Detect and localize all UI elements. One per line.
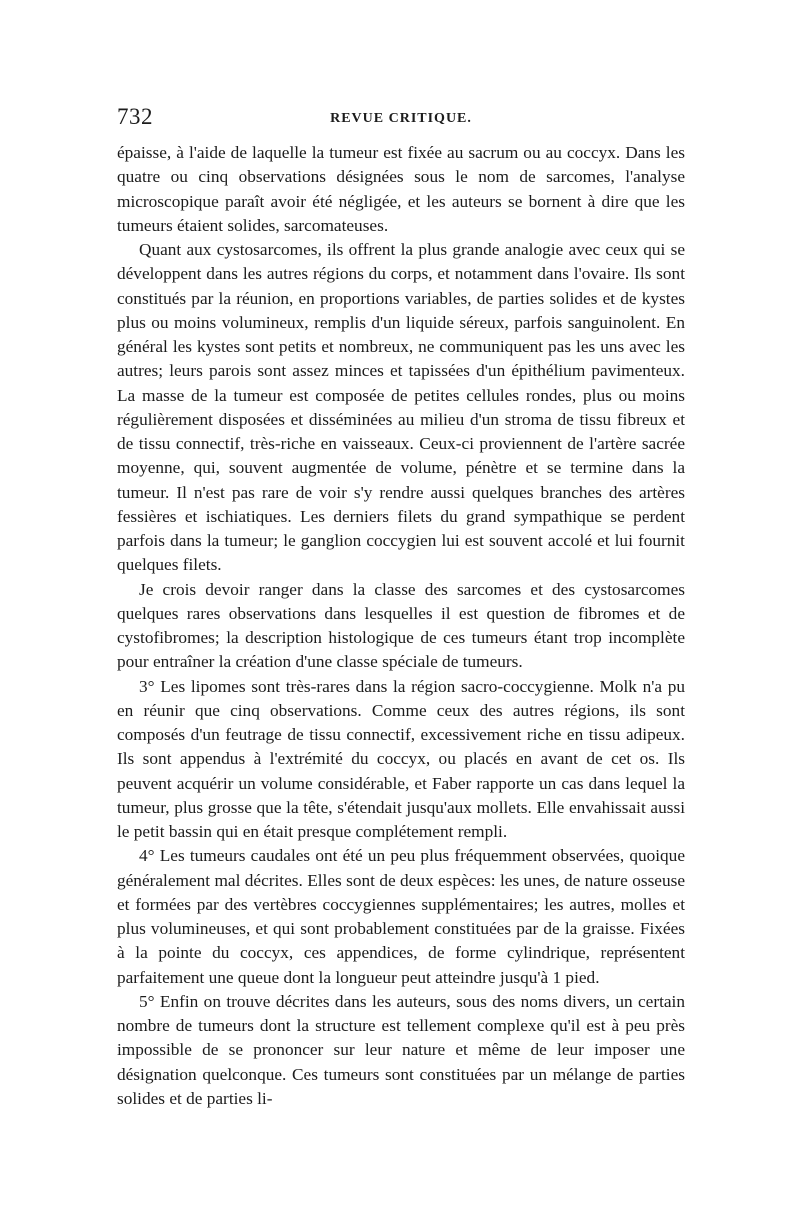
paragraph-continuation: épaisse, à l'aide de laquelle la tumeur est fixée au sacrum ou au coccyx. Dans les quatre ou cinq observations désignées sous le nom de sarcomes, l'analyse microscopique paraît avoir été négligée, et les auteurs se bornent à dire que les tumeurs étaient solides, sarcomateuses.	[117, 143, 685, 235]
paragraph-tumeurs-caudales: 4° Les tumeurs caudales ont été un peu plus fréquemment observées, quoique généralement mal décrites. Elles sont de deux espèces: les unes, de nature osseuse et formées par des vertèbres coccygiennes supplémentaires; les autres, molles et plus volumineuses, et qui sont probablement constituées par de la graisse. Fixées à la pointe du coccyx, ces appendices, de forme cylindrique, représentent parfaitement une queue dont la longueur peut atteindre jusqu'à 1 pied.	[117, 846, 685, 987]
page-number: 732	[117, 104, 153, 129]
paragraph-lipomes: 3° Les lipomes sont très-rares dans la région sacro-coccygienne. Molk n'a pu en réunir que cinq observations. Comme ceux des autres régions, ils sont composés d'un feutrage de tissu connectif, excessivement riche en tissu adipeux. Ils sont appendus à l'extrémité du coccyx, ou placés en avant de cet os. Ils peuvent acquérir un volume considérable, et Faber rapporte un cas dans lequel la tumeur, plus grosse que la tête, s'étendait jusqu'aux mollets. Elle envahissait aussi le petit bassin qui en était presque complétement rempli.	[117, 676, 685, 841]
running-title: REVUE CRITIQUE.	[330, 111, 472, 126]
page-header	[117, 104, 685, 134]
paragraph-tumeurs-complexes: 5° Enfin on trouve décrites dans les auteurs, sous des noms divers, un certain nombre de tumeurs dont la structure est tellement complexe qu'il est à peu près impossible de se prononcer sur leur nature et même de leur imposer une désignation quelconque. Ces tumeurs sont constituées par un mélange de parties solides et de parties li-	[117, 991, 685, 1108]
body-text	[117, 141, 685, 1111]
paragraph-cystosarcomes: Quant aux cystosarcomes, ils offrent la plus grande analogie avec ceux qui se développent dans les autres régions du corps, et notamment dans l'ovaire. Ils sont constitués par la réunion, en proportions variables, de parties solides et de kystes plus ou moins volumineux, remplis d'un liquide séreux, parfois sanguinolent. En général les kystes sont petits et nombreux, ne communiquent pas les uns avec les autres; leurs parois sont assez minces et tapissées d'un épithélium pavimenteux. La masse de la tumeur est composée de petites cellules rondes, plus ou moins régulièrement disposées et disséminées au milieu d'un stroma de tissu fibreux et de tissu connectif, très-riche en vaisseaux. Ceux-ci proviennent de l'artère sacrée moyenne, qui, souvent augmentée de volume, pénètre et se termine dans la tumeur. Il n'est pas rare de voir s'y rendre aussi quelques branches des artères fessières et ischiatiques. Les derniers filets du grand sympathique se perdent parfois dans la tumeur; le ganglion coccygien lui est souvent accolé et lui fournit quelques filets.	[117, 240, 685, 575]
paragraph-fibromes: Je crois devoir ranger dans la classe des sarcomes et des cystosarcomes quelques rares observations dans lesquelles il est question de fibromes et de cystofibromes; la description histologique de ces tumeurs étant trop incomplète pour entraîner la création d'une classe spéciale de tumeurs.	[117, 579, 685, 672]
